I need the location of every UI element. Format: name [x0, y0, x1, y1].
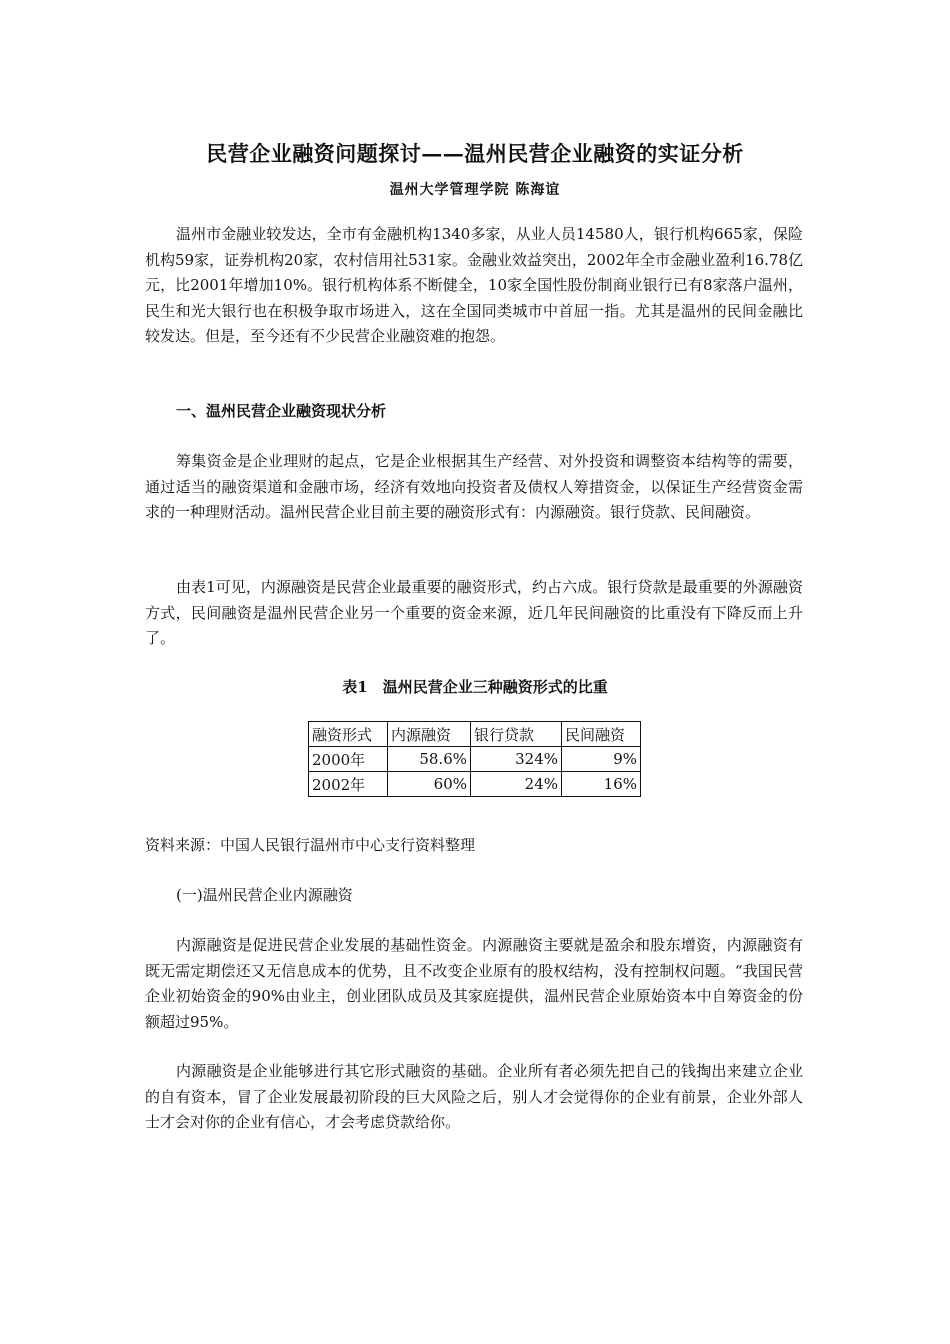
document-title: 民营企业融资问题探讨——温州民营企业融资的实证分析	[206, 141, 744, 166]
table-cell: 9%	[562, 747, 641, 772]
table-caption: 表1 温州民营企业三种融资形式的比重	[342, 678, 608, 696]
subsection-heading: (一)温州民营企业内源融资	[176, 886, 353, 904]
table-header-row	[309, 722, 641, 747]
body-paragraph-1: 筹集资金是企业理财的起点，它是企业根据其生产经营、对外投资和调整资本结构等的需要，通过适当的融资渠道和金融市场，经济有效地向投资者及债权人筹措资金，以保证生产经营资金需求的一种理财活动。温州民营企业目前主要的融资形式有：内源融资。银行贷款、民间融资。	[145, 452, 803, 521]
table-header-cell: 融资形式	[309, 722, 388, 747]
table-row	[309, 747, 641, 772]
table-cell-year: 2002年	[309, 772, 388, 797]
table-row	[309, 772, 641, 797]
intro-paragraph: 温州市金融业较发达，全市有金融机构1340多家，从业人员14580人，银行机构665家，保险机构59家，证券机构20家，农村信用社531家。金融业效益突出，2002年全市金融业盈利16.78亿元，比2001年增加10%。银行机构体系不断健全，10家全国性股份制商业银行已有8家落户温州，民生和光大银行也在积极争取市场进入，这在全国同类城市中首屈一指。尤其是温州的民间金融比较发达。但是，至今还有不少民营企业融资难的抱怨。	[145, 225, 803, 345]
table-header-cell: 银行贷款	[471, 722, 562, 747]
section-heading: 一、温州民营企业融资现状分析	[176, 402, 387, 420]
body-paragraph-3: 内源融资是促进民营企业发展的基础性资金。内源融资主要就是盈余和股东增资，内源融资有既无需定期偿还又无信息成本的优势，且不改变企业原有的股权结构，没有控制权问题。“我国民营企业初始资金的90%由业主，创业团队成员及其家庭提供，温州民营企业原始资本中自筹资金的份额超过95%。	[145, 936, 803, 1031]
body-paragraph-2: 由表1可见，内源融资是民营企业最重要的融资形式，约占六成。银行贷款是最重要的外源融资方式，民间融资是温州民营企业另一个重要的资金来源，近几年民间融资的比重没有下降反而上升了。	[145, 578, 803, 647]
table-header-cell: 民间融资	[562, 722, 641, 747]
table-cell: 58.6%	[388, 747, 471, 772]
body-paragraph-4: 内源融资是企业能够进行其它形式融资的基础。企业所有者必须先把自己的钱掏出来建立企业的自有资本，冒了企业发展最初阶段的巨大风险之后，别人才会觉得你的企业有前景，企业外部人士才会对你的企业有信心，才会考虑贷款给你。	[145, 1062, 803, 1131]
document-author: 温州大学管理学院 陈海谊	[389, 182, 561, 198]
table-cell: 60%	[388, 772, 471, 797]
source-note: 资料来源：中国人民银行温州市中心支行资料整理	[145, 836, 476, 854]
table-cell-year: 2000年	[309, 747, 388, 772]
table-cell: 24%	[471, 772, 562, 797]
table-header-cell: 内源融资	[388, 722, 471, 747]
financing-table	[308, 721, 641, 797]
table-cell: 324%	[471, 747, 562, 772]
table-cell: 16%	[562, 772, 641, 797]
